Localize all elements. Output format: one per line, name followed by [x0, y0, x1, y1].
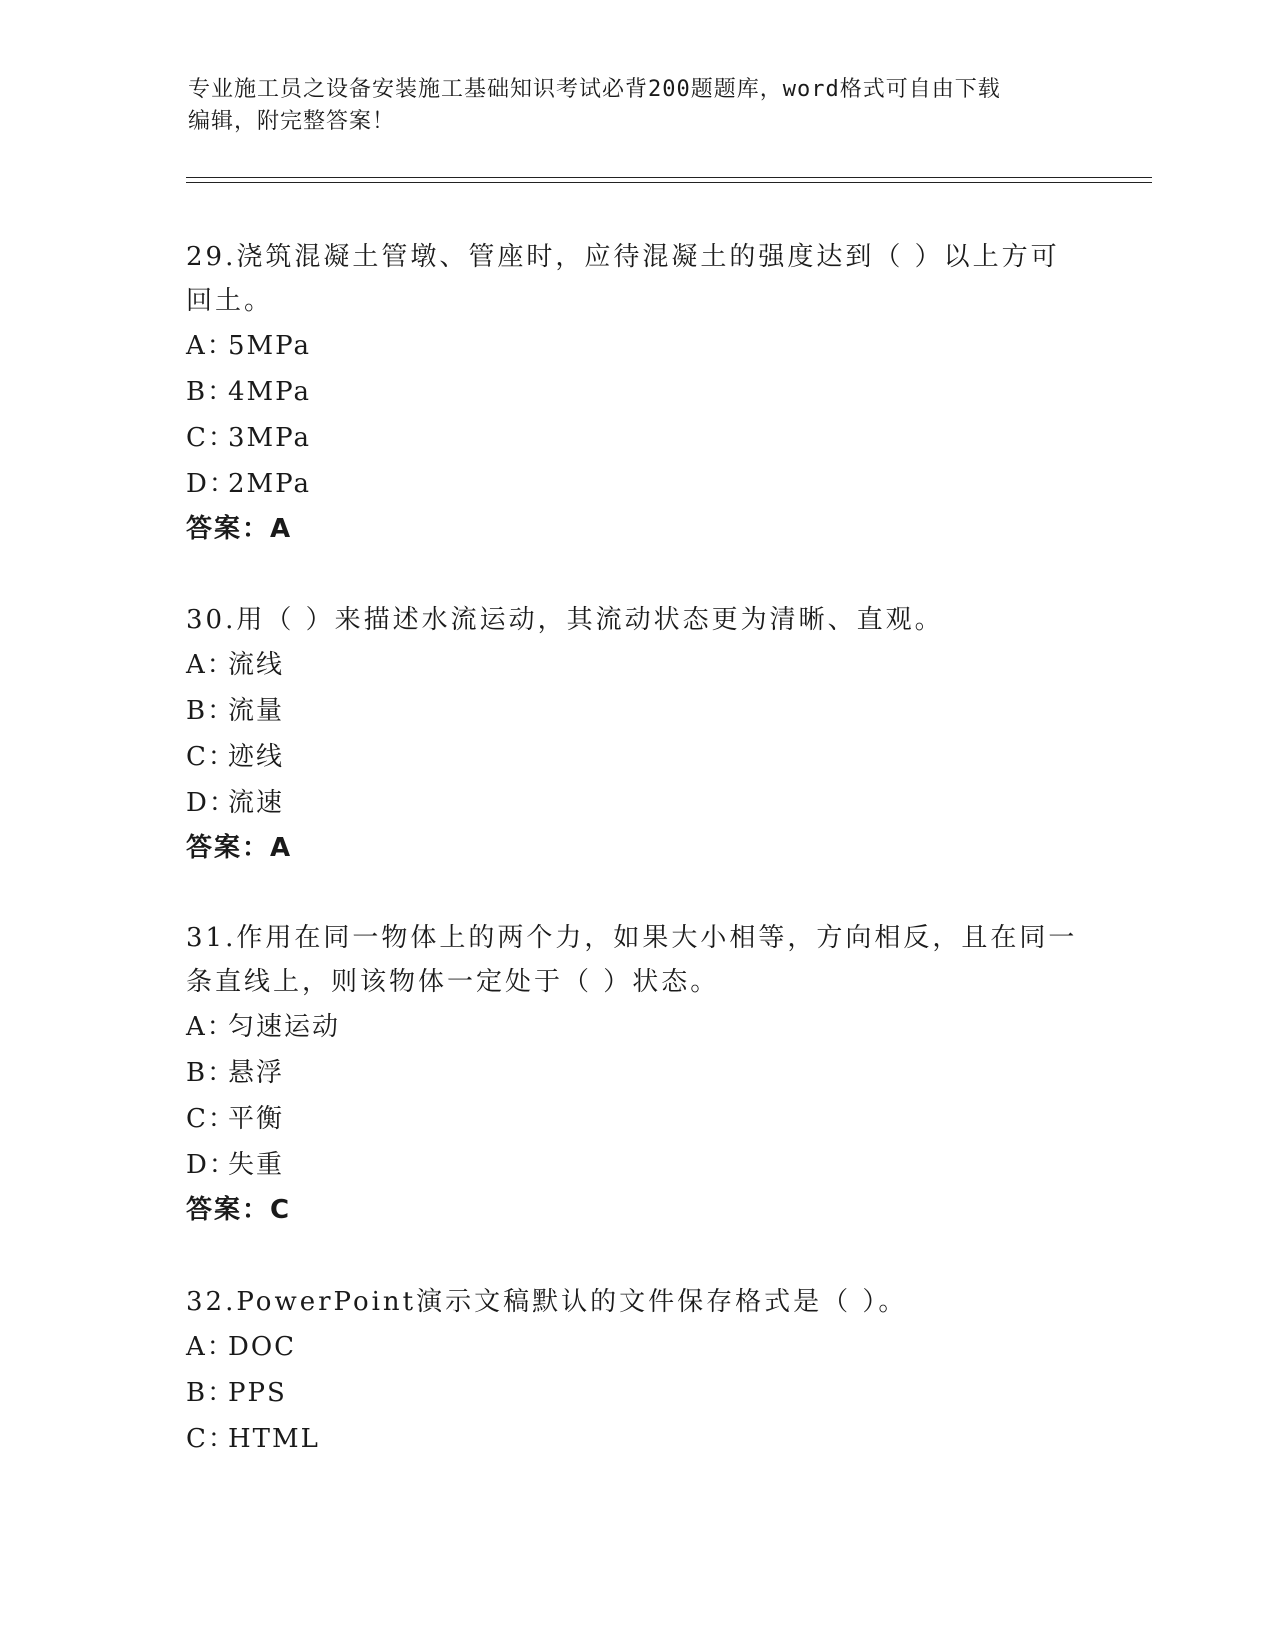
option-b [186, 1370, 1086, 1416]
option-key: A： [186, 331, 235, 361]
question-line: 30.用（ ）来描述水流运动，其流动状态更为清晰、直观。 [186, 605, 944, 635]
header-line-1: 专业施工员之设备安装施工基础知识考试必背200题题库，word格式可自由下载 [188, 77, 1001, 102]
option-text: 3MPa [228, 423, 311, 453]
question-text [186, 1280, 1086, 1324]
option-text: DOC [228, 1332, 297, 1362]
option-text: 失重 [228, 1150, 285, 1180]
option-key: B： [186, 1378, 236, 1408]
option-text: 流线 [228, 650, 285, 680]
question-line: 回土。 [186, 286, 274, 316]
header-line-2: 编辑，附完整答案！ [188, 109, 396, 134]
question-31 [186, 916, 1086, 1232]
option-text: 4MPa [228, 377, 311, 407]
option-text: 流速 [228, 788, 285, 818]
option-key: C： [186, 742, 236, 772]
answer-line: 答案：A [186, 514, 293, 544]
option-key: B： [186, 696, 236, 726]
option-key: A： [186, 1012, 235, 1042]
option-key: A： [186, 650, 235, 680]
question-text [186, 235, 1086, 323]
question-text [186, 916, 1086, 1004]
option-d [186, 780, 1086, 826]
option-key: B： [186, 1058, 236, 1088]
option-b [186, 369, 1086, 415]
question-line: 条直线上，则该物体一定处于（ ）状态。 [186, 967, 720, 997]
option-key: B： [186, 377, 236, 407]
option-text: 2MPa [228, 469, 311, 499]
option-text: 匀速运动 [228, 1012, 341, 1042]
header-divider-top [186, 177, 1152, 178]
option-key: C： [186, 1424, 236, 1454]
option-key: C： [186, 423, 236, 453]
option-key: D： [186, 1150, 237, 1180]
option-key: D： [186, 788, 237, 818]
option-a [186, 1004, 1086, 1050]
option-text: 5MPa [228, 331, 311, 361]
option-b [186, 1050, 1086, 1096]
option-d [186, 461, 1086, 507]
option-a [186, 642, 1086, 688]
question-line: 32.PowerPoint演示文稿默认的文件保存格式是（ ）。 [186, 1287, 908, 1317]
option-c [186, 415, 1086, 461]
answer-line: 答案：C [186, 1195, 292, 1225]
document-header [188, 74, 1088, 138]
option-a [186, 1324, 1086, 1370]
option-b [186, 688, 1086, 734]
question-text [186, 598, 1086, 642]
option-text: 流量 [228, 696, 285, 726]
question-30 [186, 598, 1086, 870]
question-line: 31.作用在同一物体上的两个力，如果大小相等，方向相反，且在同一 [186, 923, 1078, 953]
option-text: HTML [228, 1424, 320, 1454]
option-key: A： [186, 1332, 235, 1362]
option-key: D： [186, 469, 237, 499]
option-key: C： [186, 1104, 236, 1134]
question-32 [186, 1280, 1086, 1462]
option-d [186, 1142, 1086, 1188]
question-line: 29.浇筑混凝土管墩、管座时，应待混凝土的强度达到（ ）以上方可 [186, 242, 1060, 272]
option-c [186, 734, 1086, 780]
option-text: 悬浮 [228, 1058, 285, 1088]
option-c [186, 1416, 1086, 1462]
option-c [186, 1096, 1086, 1142]
question-29 [186, 235, 1086, 551]
option-text: 平衡 [228, 1104, 285, 1134]
option-a [186, 323, 1086, 369]
header-divider-bottom [186, 182, 1152, 183]
option-text: 迹线 [228, 742, 285, 772]
option-text: PPS [228, 1378, 287, 1408]
answer-line: 答案：A [186, 833, 293, 863]
